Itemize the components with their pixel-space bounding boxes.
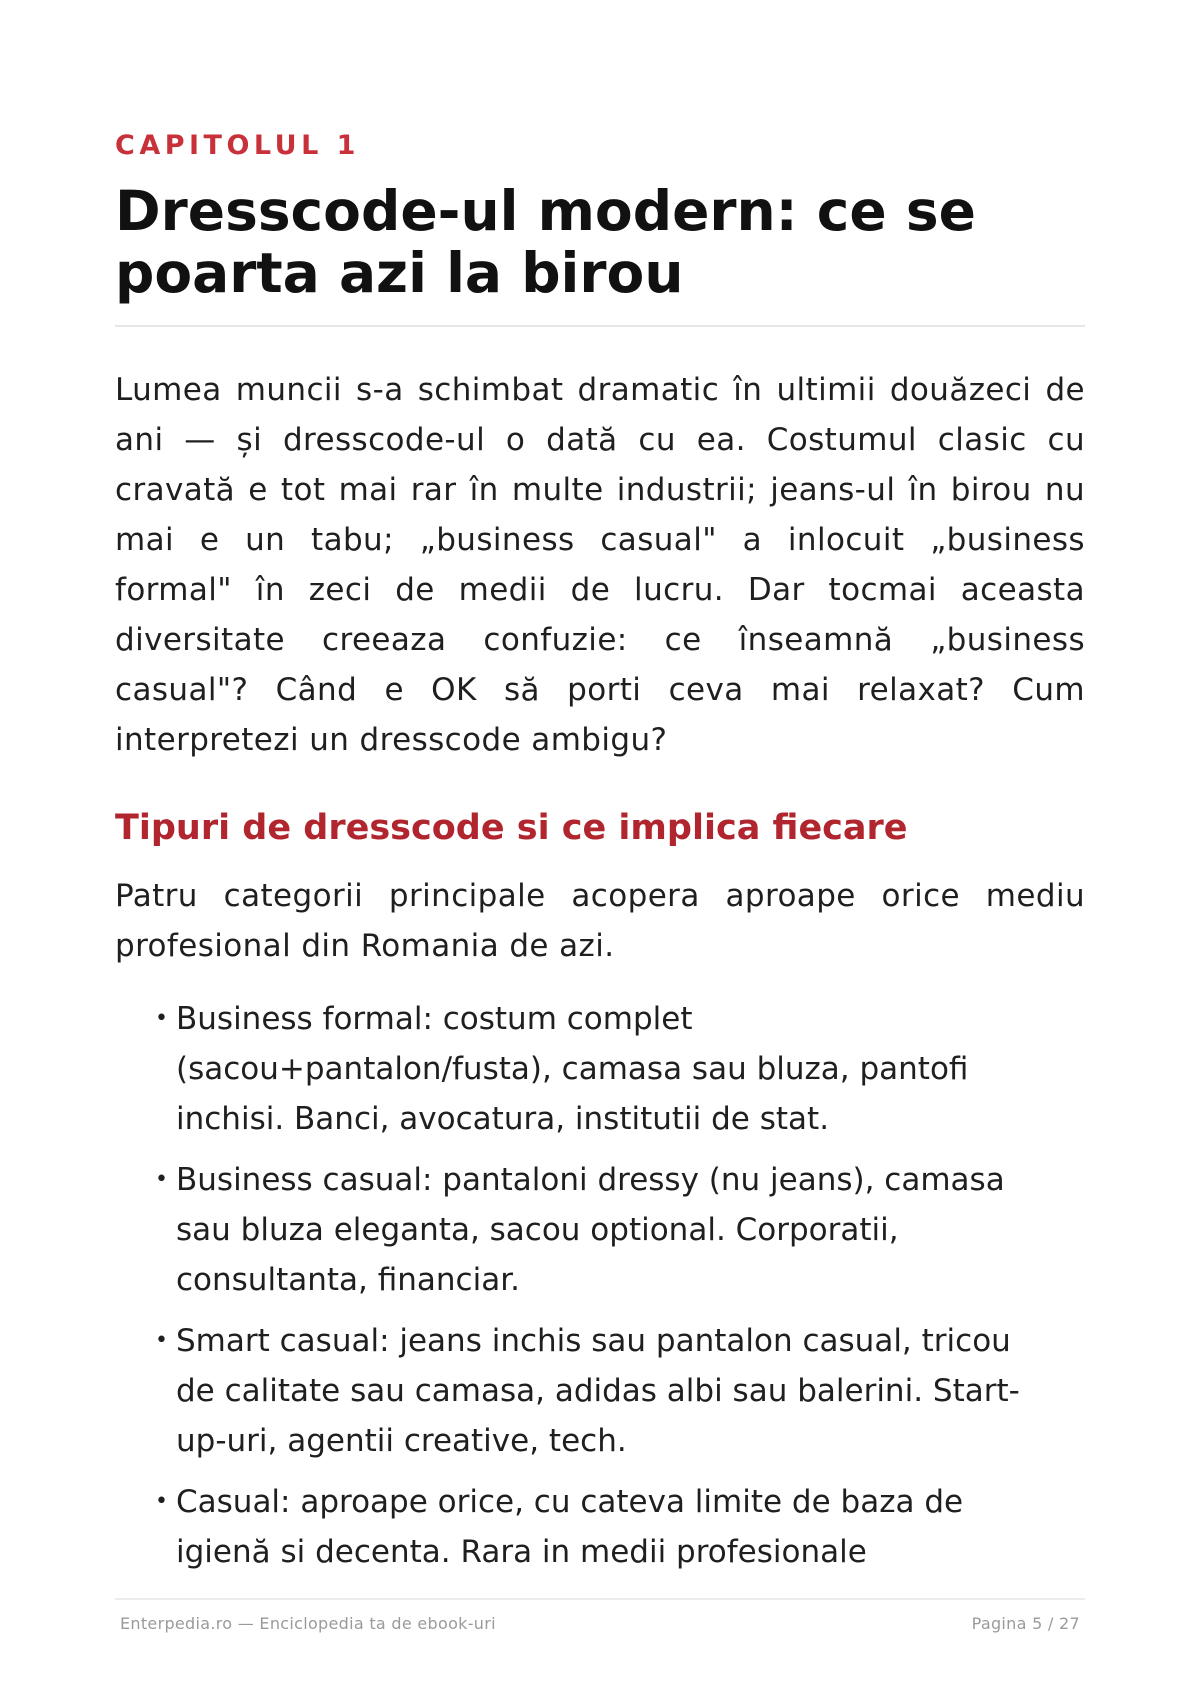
list-item bbox=[155, 1155, 1056, 1305]
intro-paragraph: Lumea muncii s-a schimbat dramatic în ultimii douăzeci de ani — și dresscode-ul o dată cu ea. Costumul clasic cu cravată e tot mai rar în multe industrii; jeans-ul în birou nu mai e un tabu; „business casual" a inlocuit „business formal" în zeci de medii de lucru. Dar tocmai aceasta diversitate creeaza confuzie: ce înseamnă „business casual"? Când e OK să porti ceva mai relaxat? Cum interpretezi un dresscode ambigu? bbox=[115, 372, 1085, 758]
list-item-text: Business casual: pantaloni dressy (nu jeans), camasa sau bluza eleganta, sacou optional. Corporatii, consultanta, financiar. bbox=[176, 1162, 1005, 1298]
page-number: Pagina 5 / 27 bbox=[971, 1614, 1080, 1633]
document-page bbox=[115, 0, 1085, 1683]
bullet-icon: • bbox=[155, 1006, 168, 1031]
title-divider bbox=[115, 325, 1085, 327]
list-item-text: Business formal: costum complet (sacou+pantalon/fusta), camasa sau bluza, pantofi inchisi. Banci, avocatura, institutii de stat. bbox=[176, 1001, 969, 1137]
page-title: Dresscode-ul modern: ce se poarta azi la birou bbox=[115, 179, 976, 305]
section-lead-paragraph: Patru categorii principale acopera aproape orice mediu profesional din Romania de azi. bbox=[115, 878, 1085, 964]
footer-divider bbox=[115, 1598, 1085, 1600]
list-item bbox=[155, 1477, 1056, 1577]
dresscode-types-list bbox=[155, 994, 1085, 1588]
bullet-icon: • bbox=[155, 1489, 168, 1514]
list-item-text: Casual: aproape orice, cu cateva limite de baza de igienă si decenta. Rara in medii profesionale bbox=[176, 1484, 964, 1570]
bullet-icon: • bbox=[155, 1328, 168, 1353]
bullet-icon: • bbox=[155, 1167, 168, 1192]
list-item-text: Smart casual: jeans inchis sau pantalon casual, tricou de calitate sau camasa, adidas albi sau balerini. Start-up-uri, agentii creative, tech. bbox=[176, 1323, 1020, 1459]
section-heading: Tipuri de dresscode si ce implica fiecare bbox=[115, 808, 908, 848]
chapter-label: CAPITOLUL 1 bbox=[115, 130, 360, 161]
list-item bbox=[155, 1316, 1056, 1466]
footer-site-credit: Enterpedia.ro — Enciclopedia ta de ebook-uri bbox=[120, 1614, 496, 1633]
list-item bbox=[155, 994, 1056, 1144]
